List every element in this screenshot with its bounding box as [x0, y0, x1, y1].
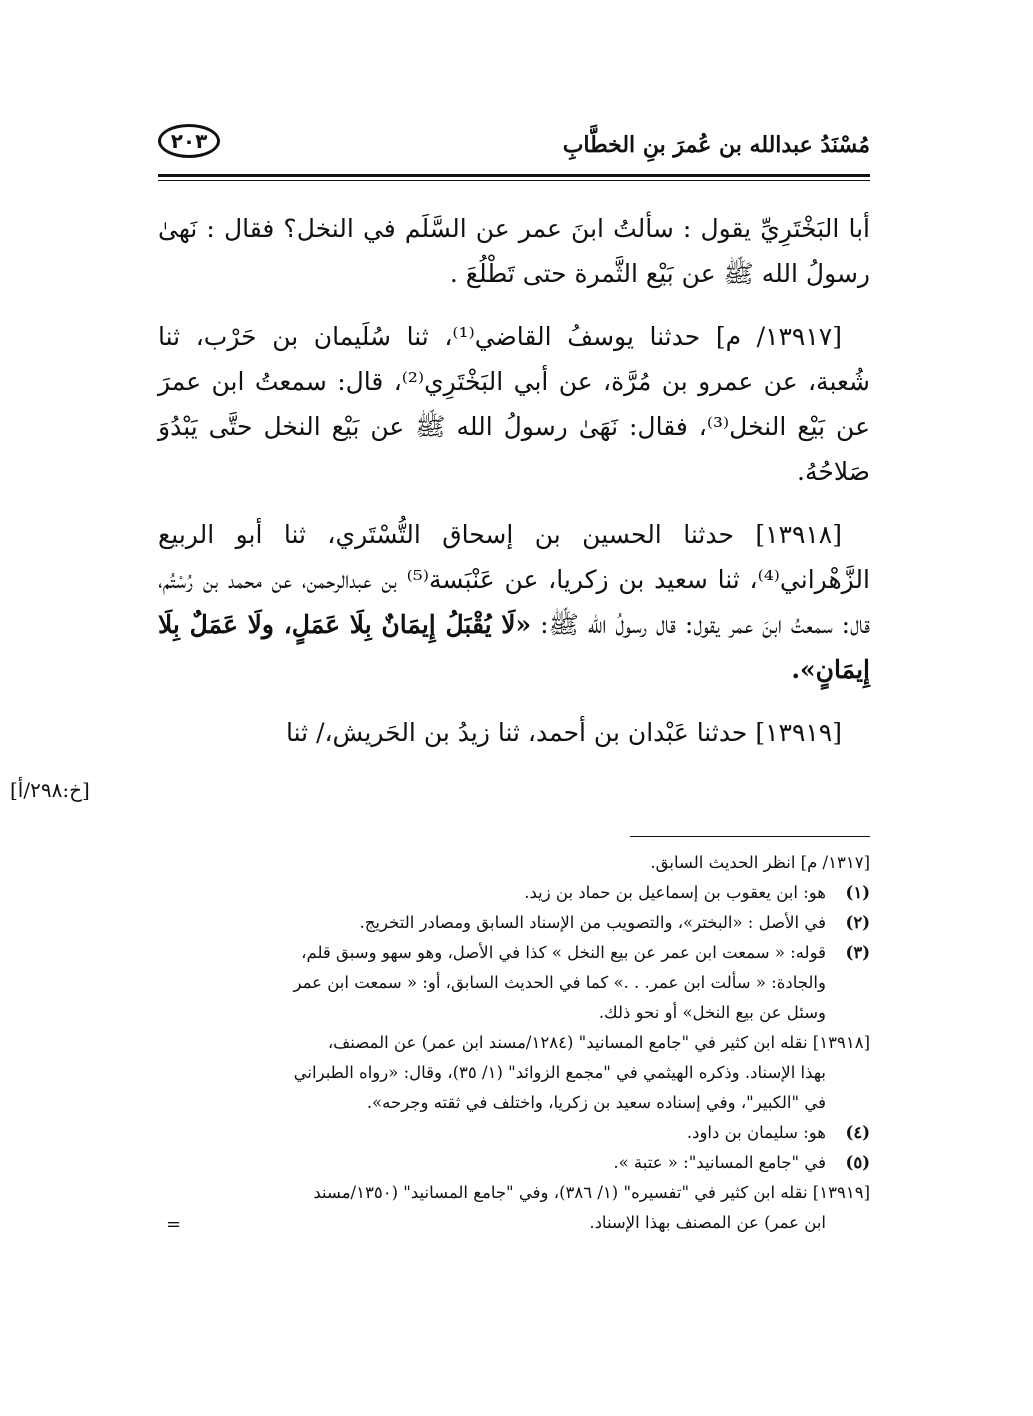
hadith-quote: «لَا يُقْبَلُ إِيمَانٌ بِلَا عَمَلٍ، ولَا عَمَلٌ بِلَا إِيمَانٍ».: [158, 610, 870, 684]
footnote-text-line: قوله: « سمعت ابن عمر عن بيع النخل » كذا في الأصل، وهو سهو وسبق قلم،: [301, 943, 826, 962]
paragraph-13917: [158, 314, 870, 494]
main-text: [158, 206, 870, 773]
footnote-text-line: وسئل عن بيع النخل» أو نحو ذلك.: [598, 1003, 826, 1022]
footnote-number: (٤): [845, 1123, 870, 1142]
footnote-text-line: [١٣٩١٨] نقله ابن كثير في "جامع المسانيد" (١٢٨٤/مسند ابن عمر) عن المصنف،: [327, 1033, 870, 1052]
footnote-13917m: [١٣١٧/ م] انظر الحديث السابق.: [650, 853, 870, 872]
footnote-text: في الأصل : «البختر»، والتصويب من الإسناد السابق ومصادر التخريج.: [359, 913, 826, 932]
footnote-number: (٣): [845, 943, 870, 962]
paragraph-13917-text: [١٣٩١٧/ م] حدثنا يوسفُ القاضي⁽¹⁾، ثنا سُلَيمان بن حَرْب، ثنا شُعبة، عن عمرو بن مُرَّة، عن أبي البَخْتَرِي⁽²⁾، قال: سمعتُ ابن عمرَ عن بَيْع النخل⁽³⁾، فقال: نَهَىٰ رسولُ الله ﷺ عن بَيْع النخل حتَّى يَبْدُوَ صَلاحُهُ.: [158, 322, 871, 486]
header-rule: [158, 174, 870, 177]
paragraph-13919: [158, 710, 870, 755]
footnote-text: في "جامع المسانيد": « عتبة ».: [613, 1153, 826, 1172]
footnote-number: (٥): [845, 1153, 870, 1172]
paragraph-13919-text: [١٣٩١٩] حدثنا عَبْدان بن أحمد، ثنا زيدُ بن الحَريش،/ ثنا: [286, 718, 842, 747]
paragraph-continuation: أبا البَخْتَرِيِّ يقول : سألتُ ابنَ عمر عن السَّلَم في النخل؟ فقال : نَهىٰ رسولُ الله ﷺ عن بَيْع الثَّمرة حتى تَطْلُعَ .: [158, 214, 870, 288]
footnote-5: [158, 1148, 870, 1178]
footnote-text-line: في "الكبير"، وفي إسناده سعيد بن زكريا، واختلف في ثقته وجرحه».: [366, 1093, 826, 1112]
footnotes: [158, 848, 870, 1238]
running-title: مُسْنَدُ عبدالله بن عُمرَ بنِ الخطَّابِ: [562, 132, 870, 158]
footnote-text-line: [١٣٩١٩] نقله ابن كثير في "تفسيره" (١/ ٣٨٦)، وفي "جامع المسانيد" (١٣٥٠/مسند: [313, 1183, 870, 1202]
footnote-text-line: والجادة: « سألت ابن عمر. . .» كما في الحديث السابق، أو: « سمعت ابن عمر: [293, 973, 826, 992]
continuation-mark: =: [166, 1214, 182, 1235]
footnote-13918: [158, 1028, 870, 1118]
footnote-3: [158, 938, 870, 1028]
document-page: [10, 118, 871, 1358]
footnote-text-line: بهذا الإسناد. وذكره الهيثمي في "مجمع الزوائد" (١/ ٣٥)، وقال: «رواه الطبراني: [293, 1063, 826, 1082]
footnote-separator: [630, 836, 870, 837]
footnote-text: هو: سليمان بن داود.: [686, 1123, 826, 1142]
footnote-text: هو: ابن يعقوب بن إسماعيل بن حماد بن زيد.: [524, 883, 826, 902]
marginal-manuscript-ref: [خ:٢٩٨/أ]: [10, 778, 90, 802]
footnote-4: [158, 1118, 870, 1148]
footnote-2: [158, 908, 870, 938]
running-header: [158, 118, 870, 174]
footnote-number: (٢): [845, 913, 870, 932]
page-number: ٢٠٣: [158, 124, 220, 158]
paragraph-13918-text: [١٣٩١٨] حدثنا الحسين بن إسحاق التُّسْتَري، ثنا أبو الربيع الزَّهْراني⁽⁴⁾، ثنا سعيد بن زكريا، عن عَنْبَسة⁽⁵⁾ بن عبدالرحمن، عن محمد بن رُسْتُم، قال: سمعتُ ابنَ عمر يقول: قال رسولُ الله ﷺ:: [158, 520, 870, 639]
footnote-text-line: ابن عمر) عن المصنف بهذا الإسناد.: [589, 1213, 826, 1232]
paragraph-13918: [158, 512, 870, 692]
footnote-1: [158, 878, 870, 908]
footnote-number: (١): [845, 883, 870, 902]
footnote-13919: [158, 1178, 870, 1238]
header-rule-secondary: [158, 180, 870, 181]
